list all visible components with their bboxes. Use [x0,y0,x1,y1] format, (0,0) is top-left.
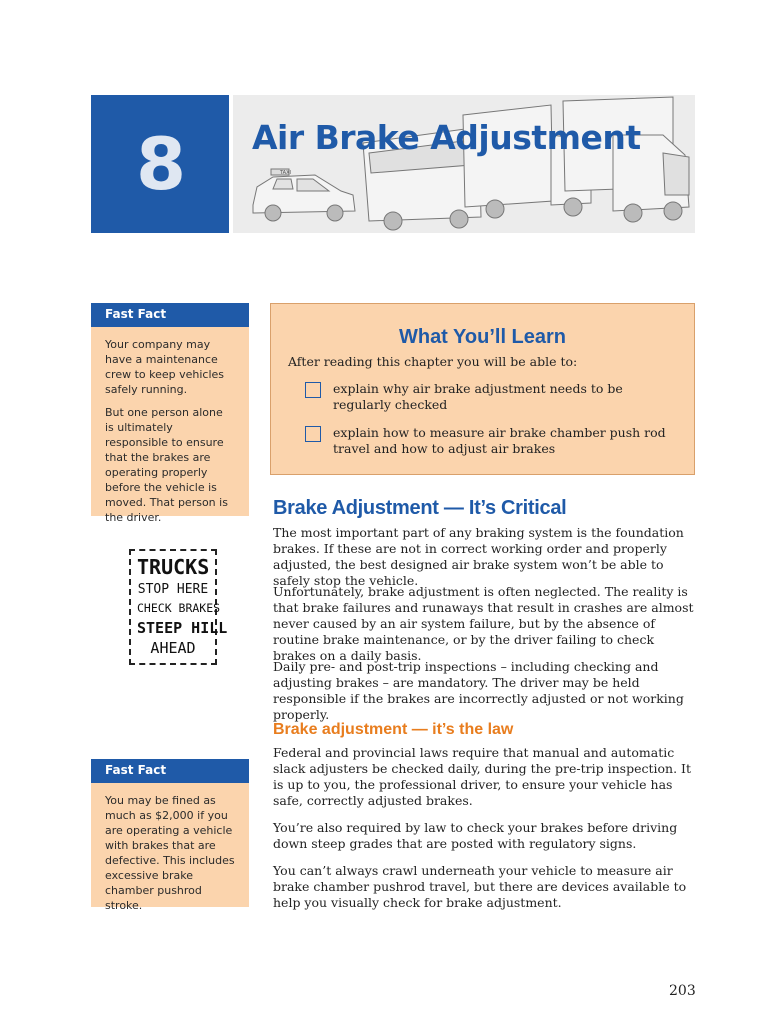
fast-fact-body [91,783,249,921]
section-paragraph: Unfortunately, brake adjustment is often neglected. The reality is that brake failures and runaways that result in crashes are almost never caused by an air system failure, but by the absence of routine brake maintenance, or by the driver failing to check brakes on a daily basis. [273,584,694,663]
fast-fact-paragraph: Your company may have a maintenance crew to keep vehicles safely running. [105,338,225,396]
taxi-sign-text: TAXI [280,170,291,176]
learn-intro: After reading this chapter you will be able to: [288,354,578,369]
fast-fact-box [91,303,249,524]
section-paragraph: Daily pre- and post-trip inspections – including checking and adjusting brakes – are mandatory. The driver may be held responsible if the brakes are incorrectly adjusted or not working properly. [273,659,684,722]
section-heading: Brake Adjustment — It’s Critical [273,497,567,519]
fast-fact-body [91,327,249,533]
trucks-road-sign [129,549,228,665]
learn-item-text: explain how to measure air brake chamber push rod travel and how to adjust air brakes [333,425,666,456]
subsection-paragraph: You’re also required by law to check your brakes before driving down steep grades that are posted with regulatory signs. [273,820,678,851]
fast-fact-heading: Fast Fact [91,303,249,327]
page-number: 203 [669,983,696,999]
chapter-number: 8 [135,122,185,206]
section-paragraph: The most important part of any braking system is the foundation brakes. If these are not in correct working order and properly adjusted, the best designed air brake system won’t be able to safely stop the vehicle. [273,525,684,588]
sign-line: AHEAD [150,639,196,657]
sign-line: TRUCKS [137,555,210,579]
fast-fact-paragraph: You may be fined as much as $2,000 if you are operating a vehicle with brakes that are defective. This includes excessive brake chamber pushrod stroke. [105,794,235,912]
subsection-heading: Brake adjustment — it’s the law [273,721,514,738]
chapter-banner [233,95,695,233]
subsection-paragraph: You can’t always crawl underneath your vehicle to measure air brake chamber pushrod travel, but there are devices available to help you visually check for brake adjustment. [273,863,687,910]
fast-fact-heading: Fast Fact [91,759,249,783]
checkbox-icon [305,382,321,398]
vehicles-illustration [233,95,695,233]
sign-line: STEEP HILL [137,619,228,637]
learn-title: What You’ll Learn [398,326,567,348]
subsection-paragraph: Federal and provincial laws require that manual and automatic slack adjusters be checked daily, during the pre-trip inspection. It is up to you, the professional driver, to ensure your vehicle has safe, correctly adjusted brakes. [273,745,691,808]
chapter-number-box [91,95,229,233]
sign-line: STOP HERE [137,582,209,597]
fast-fact-paragraph: But one person alone is ultimately responsible to ensure that the brakes are operating properly before the vehicle is moved. That person is the driver. [105,406,228,524]
learn-item-text: explain why air brake adjustment needs to be regularly checked [333,381,623,412]
sign-line: CHECK BRAKES [137,601,221,615]
checkbox-icon [305,426,321,442]
chapter-title: Air Brake Adjustment [252,118,641,157]
fast-fact-box [91,759,249,912]
what-youll-learn-box [270,303,695,475]
